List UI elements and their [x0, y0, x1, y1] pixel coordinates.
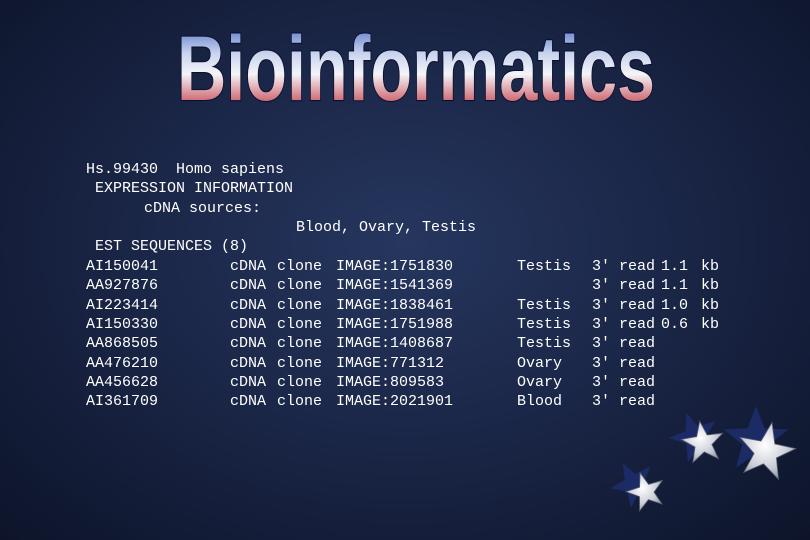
image-cell: IMAGE:1751988: [336, 315, 454, 333]
star-shadow-icon: [724, 406, 789, 468]
image-cell: IMAGE:1751830: [336, 258, 454, 275]
type-cell: cDNA: [230, 258, 267, 275]
unit-cell: kb: [701, 296, 720, 314]
star-shadow-icon: [610, 463, 655, 508]
tissue-cell: Testis: [517, 335, 572, 353]
type-cell: cDNA: [230, 393, 267, 411]
title-text: Bioinformatics: [177, 18, 655, 114]
clone-cell: clone: [277, 258, 323, 275]
accession-cell: AI223414: [86, 296, 159, 314]
accession-cell: AA476210: [86, 354, 159, 372]
cdna-sources-value: Blood, Ovary, Testis: [296, 219, 477, 236]
table-row: [0, 392, 810, 411]
type-cell: cDNA: [230, 315, 267, 333]
type-cell: cDNA: [230, 277, 267, 295]
read-cell: read: [619, 335, 656, 353]
table-row: [0, 315, 810, 334]
end-cell: 3': [592, 393, 611, 411]
accession-cell: AI361709: [86, 393, 159, 411]
star-icon: [681, 421, 722, 462]
tissue-cell: Ovary: [517, 373, 563, 391]
slide-title: [0, 4, 810, 114]
image-cell: IMAGE:809583: [336, 373, 445, 391]
tissue-cell: Testis: [517, 258, 572, 275]
unit-cell: kb: [701, 258, 720, 275]
tissue-cell: Ovary: [517, 354, 563, 372]
table-row: [0, 334, 810, 353]
type-cell: cDNA: [230, 296, 267, 314]
type-cell: cDNA: [230, 335, 267, 353]
clone-cell: clone: [277, 296, 323, 314]
star-shadow-icon: [669, 413, 717, 462]
read-cell: read: [619, 354, 656, 372]
image-cell: IMAGE:1541369: [336, 277, 454, 295]
read-cell: read: [619, 277, 656, 295]
end-cell: 3': [592, 315, 611, 333]
title-graphic: [0, 4, 810, 114]
tissue-cell: Blood: [517, 393, 563, 411]
end-cell: 3': [592, 258, 611, 275]
expression-heading: EXPRESSION INFORMATION: [95, 180, 294, 197]
clone-cell: clone: [277, 315, 323, 333]
tissue-cell: Testis: [517, 315, 572, 333]
clone-cell: clone: [277, 277, 323, 295]
image-cell: IMAGE:771312: [336, 354, 445, 372]
image-cell: IMAGE:1408687: [336, 335, 454, 353]
type-cell: cDNA: [230, 373, 267, 391]
unit-cell: kb: [701, 315, 720, 333]
read-cell: read: [619, 315, 656, 333]
accession-cell: AI150330: [86, 315, 159, 333]
size-cell: 1.1: [661, 258, 689, 275]
accession-cell: AA927876: [86, 277, 159, 295]
star-icon: [626, 473, 662, 511]
end-cell: 3': [592, 335, 611, 353]
table-row: [0, 296, 810, 315]
accession-cell: AA868505: [86, 335, 159, 353]
tissue-cell: Testis: [517, 296, 572, 314]
star-icon: [740, 423, 796, 480]
end-cell: 3': [592, 354, 611, 372]
image-cell: IMAGE:2021901: [336, 393, 454, 411]
cdna-sources-label: cDNA sources:: [144, 200, 262, 217]
accession-cell: AA456628: [86, 373, 159, 391]
read-cell: read: [619, 296, 656, 314]
end-cell: 3': [592, 373, 611, 391]
image-cell: IMAGE:1838461: [336, 296, 454, 314]
end-cell: 3': [592, 277, 611, 295]
read-cell: read: [619, 373, 656, 391]
clone-cell: clone: [277, 393, 323, 411]
end-cell: 3': [592, 296, 611, 314]
type-cell: cDNA: [230, 354, 267, 372]
unit-cell: kb: [701, 277, 720, 295]
size-cell: 1.0: [661, 296, 689, 314]
est-heading: EST SEQUENCES (8): [95, 238, 249, 255]
read-cell: read: [619, 258, 656, 275]
read-cell: read: [619, 393, 656, 411]
table-row: [0, 276, 810, 295]
table-row: [0, 257, 810, 276]
cluster-line: Hs.99430 Homo sapiens: [86, 161, 285, 178]
accession-cell: AI150041: [86, 258, 159, 275]
table-row: [0, 354, 810, 373]
clone-cell: clone: [277, 354, 323, 372]
clone-cell: clone: [277, 335, 323, 353]
clone-cell: clone: [277, 373, 323, 391]
size-cell: 1.1: [661, 277, 689, 295]
table-row: [0, 373, 810, 392]
size-cell: 0.6: [661, 315, 689, 333]
